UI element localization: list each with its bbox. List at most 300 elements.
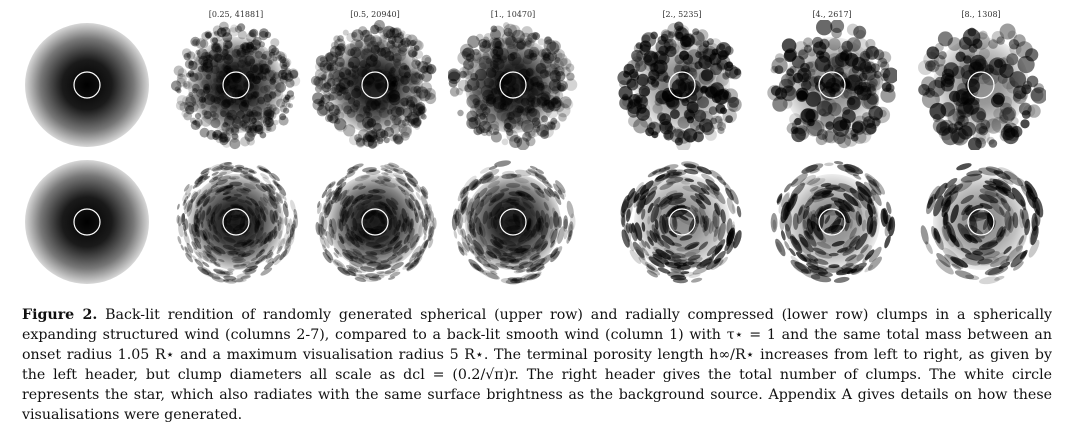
clump xyxy=(247,137,255,145)
clump xyxy=(242,44,253,55)
clump xyxy=(555,57,561,63)
clump xyxy=(806,62,813,69)
clump xyxy=(717,127,724,134)
clump xyxy=(635,77,649,91)
clump xyxy=(717,119,726,128)
clump xyxy=(789,113,801,125)
clump xyxy=(449,79,458,88)
clump xyxy=(283,108,289,114)
clump xyxy=(288,103,293,108)
clump xyxy=(1027,104,1040,117)
clump xyxy=(253,37,262,46)
clump xyxy=(531,49,540,58)
clump xyxy=(923,52,939,68)
figure-caption xyxy=(22,305,1052,425)
clump xyxy=(337,94,344,101)
clump xyxy=(234,45,243,54)
clump xyxy=(955,52,965,62)
clump xyxy=(520,106,530,116)
clump xyxy=(804,108,816,120)
clump xyxy=(526,37,533,44)
clump xyxy=(336,104,343,111)
clump xyxy=(699,119,713,133)
clump xyxy=(549,63,561,75)
clump xyxy=(725,65,739,79)
caption-label: Figure 2. xyxy=(22,307,98,323)
clump xyxy=(192,84,200,92)
clump xyxy=(676,26,684,34)
wind-panel-row2-col4 xyxy=(448,157,578,287)
clump xyxy=(980,120,990,130)
clump xyxy=(825,129,839,143)
clump xyxy=(221,27,231,37)
wind-panel-row2-col1 xyxy=(22,157,152,287)
clump xyxy=(938,51,946,59)
clump xyxy=(549,79,562,92)
clump xyxy=(506,128,514,136)
clump xyxy=(1006,53,1018,65)
clump xyxy=(217,95,227,105)
clump xyxy=(460,44,474,58)
clump xyxy=(546,42,559,55)
clump xyxy=(491,26,505,40)
clump xyxy=(482,52,489,59)
clump xyxy=(667,126,676,135)
clump xyxy=(264,107,275,118)
clump xyxy=(356,138,366,148)
clump xyxy=(736,206,742,218)
clump xyxy=(343,30,349,36)
clump xyxy=(205,66,213,74)
clump xyxy=(176,101,186,111)
clump xyxy=(238,57,243,62)
clump xyxy=(365,63,371,69)
clump xyxy=(235,100,240,105)
clump xyxy=(194,72,202,80)
clump xyxy=(853,131,866,144)
clump xyxy=(505,75,517,87)
clump xyxy=(210,37,218,45)
clump xyxy=(480,104,487,111)
clump xyxy=(772,58,788,74)
clump xyxy=(978,275,1000,285)
clump xyxy=(352,72,360,80)
clump xyxy=(360,30,372,42)
clump xyxy=(496,48,509,61)
clump xyxy=(212,132,218,138)
clump xyxy=(545,37,551,43)
clump xyxy=(628,115,640,127)
clump xyxy=(259,28,269,38)
clump xyxy=(195,113,201,119)
clump xyxy=(880,68,890,78)
clump xyxy=(347,80,354,87)
clump xyxy=(409,72,421,84)
clump xyxy=(541,52,549,60)
clump xyxy=(537,121,547,131)
clump xyxy=(705,86,718,99)
clump xyxy=(707,38,714,45)
clump xyxy=(210,105,218,113)
clump xyxy=(323,63,331,71)
clump xyxy=(720,107,727,114)
clump xyxy=(506,183,520,188)
clump xyxy=(270,38,279,47)
clump xyxy=(919,224,930,245)
clump xyxy=(828,38,841,51)
clump xyxy=(186,72,191,77)
clump xyxy=(413,89,421,97)
clump xyxy=(253,111,262,120)
clump xyxy=(364,80,373,89)
clump xyxy=(808,69,815,76)
clump xyxy=(816,20,832,35)
clump xyxy=(427,91,433,97)
clump xyxy=(282,62,287,67)
clump xyxy=(801,80,812,91)
clump xyxy=(519,68,528,77)
clump xyxy=(794,41,808,55)
wind-panel-row1-col2 xyxy=(171,20,301,150)
clump xyxy=(333,70,345,82)
clump xyxy=(421,114,427,120)
clump xyxy=(230,87,236,93)
clump xyxy=(174,66,184,76)
clump xyxy=(934,77,945,88)
clump xyxy=(220,108,230,118)
clump xyxy=(772,96,787,111)
clump xyxy=(684,109,695,120)
clump xyxy=(450,87,460,97)
clump xyxy=(315,62,324,71)
clump xyxy=(354,86,360,92)
wind-panel-row2-col3 xyxy=(310,157,440,287)
clump xyxy=(619,86,633,100)
clump xyxy=(514,137,520,143)
clump xyxy=(505,37,512,44)
clump xyxy=(865,64,872,71)
clump xyxy=(348,62,354,68)
clump xyxy=(665,98,675,108)
clump xyxy=(218,133,224,139)
clump xyxy=(936,121,951,136)
clump xyxy=(538,38,545,45)
clump xyxy=(952,132,964,144)
clump xyxy=(566,63,575,72)
clump xyxy=(503,22,510,29)
clump xyxy=(961,65,976,80)
clump xyxy=(1013,93,1022,102)
clump xyxy=(244,55,255,66)
clump xyxy=(203,87,210,94)
clump xyxy=(367,41,379,53)
wind-panel-row2-col5 xyxy=(617,157,747,287)
clump xyxy=(279,52,287,60)
clump xyxy=(808,49,816,57)
clump xyxy=(251,91,258,98)
clump xyxy=(782,38,797,53)
clump xyxy=(205,52,212,59)
clump xyxy=(264,91,274,101)
clump xyxy=(797,90,808,101)
clump xyxy=(771,86,781,96)
clump xyxy=(670,109,680,119)
clump xyxy=(696,29,708,41)
clump xyxy=(356,114,365,123)
clump xyxy=(402,101,408,107)
clump xyxy=(337,44,345,52)
clump xyxy=(373,135,379,141)
clump xyxy=(1030,88,1043,101)
clump xyxy=(350,39,362,51)
clump xyxy=(317,101,322,106)
clump xyxy=(847,96,861,110)
clump xyxy=(854,85,864,95)
clump xyxy=(222,139,231,148)
clump xyxy=(933,114,941,122)
clump xyxy=(852,53,861,62)
clump xyxy=(389,94,401,106)
clump xyxy=(416,110,422,116)
clump xyxy=(661,29,671,39)
clump xyxy=(400,75,410,85)
clump xyxy=(558,113,567,122)
clump xyxy=(828,88,836,96)
clump xyxy=(225,41,233,49)
clump xyxy=(215,90,221,96)
clump xyxy=(856,30,866,40)
clump xyxy=(657,112,666,121)
clump xyxy=(211,83,219,91)
clump xyxy=(952,90,969,107)
clump xyxy=(285,79,294,88)
wind-panel-row1-col5 xyxy=(617,20,747,150)
clump xyxy=(964,105,975,116)
clump xyxy=(379,35,387,43)
clump xyxy=(488,124,499,135)
clump xyxy=(816,51,824,59)
clump xyxy=(494,102,505,113)
clump xyxy=(832,55,845,68)
clump xyxy=(241,100,248,107)
caption-text: Back-lit rendition of randomly generated spherical (upper row) and radially compressed (lower row) clumps in a spherically expanding structured wind (columns 2-7), compared to a back-lit smooth wind (column 1) with τ⋆ = 1 and the same total mass between an onset radius 1.05 R⋆ and a maximum visualisation radius 5 R⋆. The terminal porosity length h∞/R⋆ increases from left to right, as given by the left header, but clump diameters all scale as dcl = (0.2/√π)r. The right header gives the total number of clumps. The white circle represents the star, which also radiates with the same surface brightness as the background source. Appendix A gives details on how these visualisations were generated. xyxy=(22,307,1053,423)
clump xyxy=(999,64,1013,78)
clump xyxy=(544,95,557,108)
clump xyxy=(848,66,864,82)
clump xyxy=(385,63,395,73)
clump xyxy=(511,88,519,96)
clump xyxy=(540,69,549,78)
clump xyxy=(333,35,340,42)
clump xyxy=(325,93,332,100)
clump xyxy=(675,129,685,139)
clump xyxy=(710,63,722,75)
clump xyxy=(1001,126,1016,141)
clump xyxy=(379,107,390,118)
clump xyxy=(924,240,935,255)
clump xyxy=(192,101,197,106)
clump xyxy=(651,62,666,77)
clump xyxy=(253,85,259,91)
clump xyxy=(398,124,407,133)
clump xyxy=(177,203,181,210)
clump xyxy=(699,43,709,53)
clump xyxy=(651,80,659,88)
clump xyxy=(663,39,673,49)
clump xyxy=(504,28,513,37)
clump xyxy=(391,36,403,48)
clump xyxy=(842,41,853,52)
clump xyxy=(411,118,421,128)
wind-panel-row2-col6 xyxy=(767,157,897,287)
clump xyxy=(351,32,357,38)
clump xyxy=(252,121,263,132)
clump xyxy=(546,106,558,118)
clump xyxy=(192,40,198,46)
clump xyxy=(504,117,517,130)
clump xyxy=(384,120,391,127)
clump xyxy=(393,133,404,144)
clump xyxy=(200,128,210,138)
clump xyxy=(258,59,263,64)
clump xyxy=(182,48,191,57)
column-header-4: [1., 10470] xyxy=(490,10,536,19)
clump xyxy=(247,110,254,117)
column-header-5: [2., 5235] xyxy=(662,10,702,19)
clump xyxy=(404,39,411,46)
clump xyxy=(512,57,525,70)
clump xyxy=(524,124,537,137)
wind-panel-row1-col4 xyxy=(448,20,578,150)
clump xyxy=(834,161,844,165)
wind-panel-row1-col3 xyxy=(310,20,440,150)
clump xyxy=(679,51,689,61)
clump xyxy=(532,32,540,40)
clump xyxy=(366,119,376,129)
clump xyxy=(989,139,998,148)
clump xyxy=(209,114,216,121)
clump xyxy=(654,51,667,64)
clump xyxy=(332,84,342,94)
clump xyxy=(991,95,1004,108)
clump xyxy=(262,123,272,133)
clump xyxy=(232,118,243,129)
smooth-wind-disc xyxy=(25,160,149,284)
clump xyxy=(315,78,327,90)
column-header-7: [8., 1308] xyxy=(961,10,1001,19)
clump xyxy=(201,97,206,102)
clump xyxy=(1023,81,1032,90)
clump xyxy=(528,95,536,103)
clump xyxy=(335,51,343,59)
clump xyxy=(531,76,542,87)
clump xyxy=(649,123,656,130)
clump xyxy=(819,109,826,116)
clump xyxy=(1020,119,1029,128)
clump xyxy=(453,230,458,239)
clump xyxy=(458,80,470,92)
clump xyxy=(1009,39,1019,49)
clump xyxy=(516,123,523,130)
clump xyxy=(834,72,850,88)
clump xyxy=(993,108,1004,119)
clump xyxy=(226,128,234,136)
clump xyxy=(364,108,371,115)
clump xyxy=(422,62,432,72)
clump xyxy=(190,118,196,124)
clump xyxy=(176,78,185,87)
clump xyxy=(680,42,687,49)
clump xyxy=(634,44,643,53)
clump xyxy=(457,110,463,116)
clump xyxy=(348,97,355,104)
column-header-6: [4., 2617] xyxy=(812,10,852,19)
clump xyxy=(833,276,849,284)
clump xyxy=(180,244,185,251)
clump xyxy=(883,234,892,249)
clump xyxy=(341,87,349,95)
clump xyxy=(652,103,662,113)
clump xyxy=(502,139,509,146)
clump xyxy=(793,73,803,83)
clump xyxy=(198,66,205,73)
clump xyxy=(963,28,981,46)
wind-panel-row1-col7 xyxy=(916,20,1046,150)
wind-panel-row1-col6 xyxy=(767,20,897,150)
clump xyxy=(886,84,895,93)
clump xyxy=(522,115,531,124)
clump xyxy=(347,109,356,118)
clump xyxy=(274,89,281,96)
clump xyxy=(955,162,972,172)
clump xyxy=(976,132,986,142)
clump xyxy=(565,79,577,91)
clump xyxy=(635,57,644,66)
clump xyxy=(1006,81,1019,94)
clump xyxy=(997,36,1005,44)
clump xyxy=(237,23,245,31)
clump xyxy=(526,136,536,146)
clump xyxy=(329,114,338,123)
clump xyxy=(405,116,412,123)
clump xyxy=(384,47,391,54)
clump xyxy=(925,88,935,98)
clump xyxy=(479,63,487,71)
clump xyxy=(281,101,287,107)
clump xyxy=(771,213,778,232)
clump xyxy=(623,71,630,78)
clump xyxy=(185,105,194,114)
clump xyxy=(279,116,289,126)
clump xyxy=(228,48,233,53)
clump xyxy=(480,113,486,119)
clump xyxy=(463,70,472,79)
clump xyxy=(476,79,486,89)
clump xyxy=(478,39,487,48)
clump xyxy=(345,69,351,75)
column-header-3: [0.5, 20940] xyxy=(350,10,400,19)
clump xyxy=(795,125,810,140)
clump xyxy=(879,110,887,118)
clump xyxy=(284,216,287,225)
column-header-2: [0.25, 41881] xyxy=(208,10,264,19)
clump xyxy=(641,32,656,47)
clump xyxy=(261,54,267,60)
clump xyxy=(956,116,966,126)
clump xyxy=(486,114,496,124)
clump xyxy=(716,42,731,57)
smooth-wind-disc xyxy=(25,23,149,147)
